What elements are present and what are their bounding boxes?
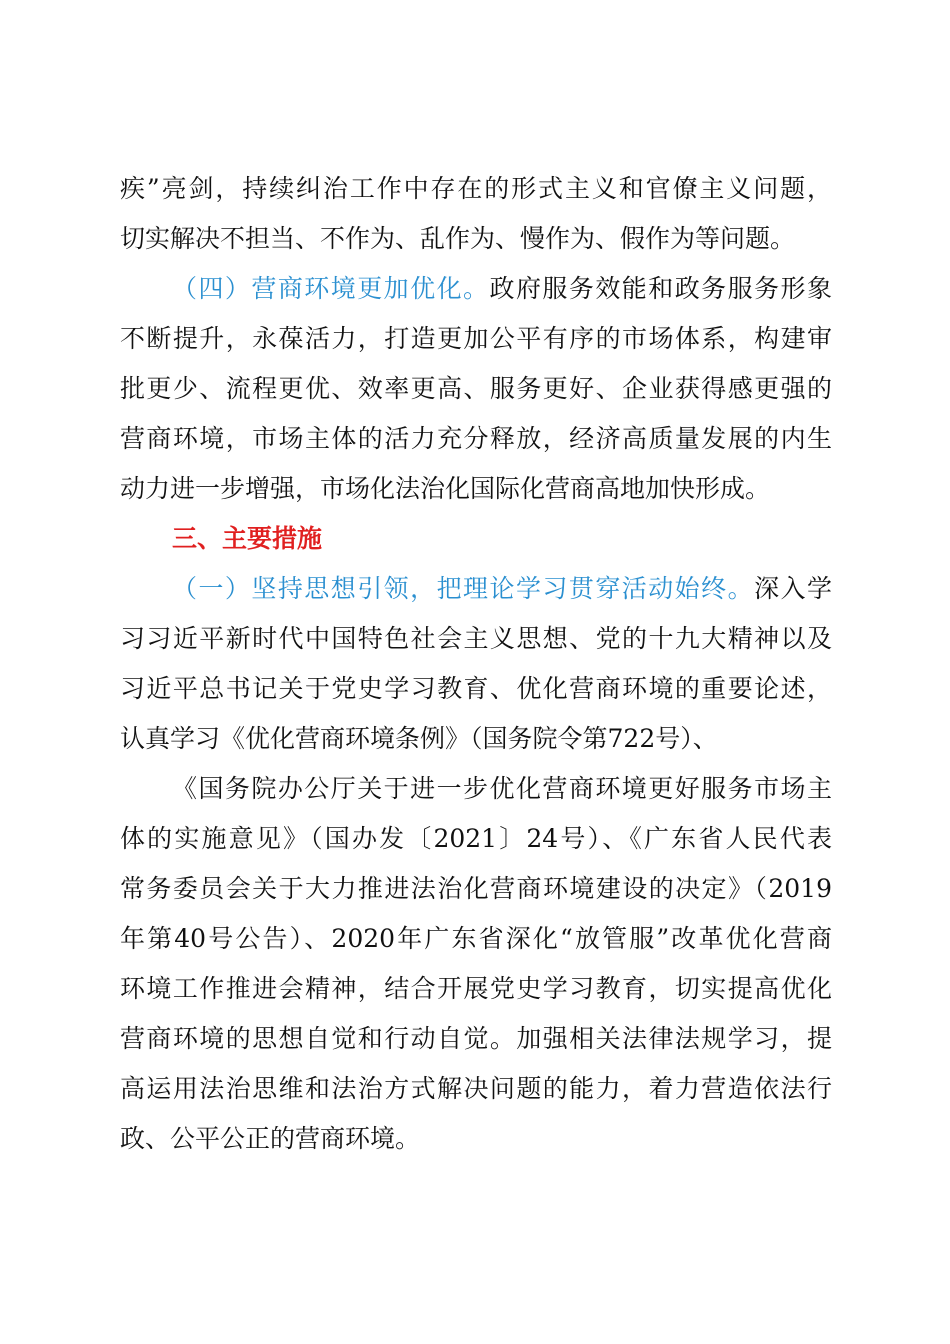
paragraph-line: 切实解决不担当、不作为、乱作为、慢作为、假作为等问题。	[120, 224, 796, 253]
paragraph-line: 环境工作推进会精神，结合开展党史学习教育，切实提高优化	[120, 974, 832, 1003]
paragraph-line: 疾”亮剑，持续纠治工作中存在的形式主义和官僚主义问题，	[120, 174, 832, 203]
paragraph-line: 《国务院办公厅关于进一步优化营商环境更好服务市场主	[172, 774, 832, 803]
section-heading: 三、主要措施	[172, 524, 323, 553]
paragraph-line: 习近平总书记关于党史学习教育、优化营商环境的重要论述，	[120, 674, 832, 703]
paragraph-line: 政、公平公正的营商环境。	[120, 1124, 421, 1153]
subheading-one: （一）坚持思想引领，把理论学习贯穿活动始终。	[172, 574, 755, 603]
paragraph-line: 营商环境，市场主体的活力充分释放，经济高质量发展的内生	[120, 424, 832, 453]
paragraph-line: 营商环境的思想自觉和行动自觉。加强相关法律法规学习，提	[120, 1024, 832, 1053]
paragraph-line: 常务委员会关于大力推进法治化营商环境建设的决定》（2019	[120, 874, 832, 903]
paragraph-line: 体的实施意见》（国办发〔2021〕24号）、《广东省人民代表	[120, 824, 832, 853]
paragraph-line: 不断提升，永葆活力，打造更加公平有序的市场体系，构建审	[120, 324, 832, 353]
paragraph-line: 习习近平新时代中国特色社会主义思想、党的十九大精神以及	[120, 624, 832, 653]
subheading-four: （四）营商环境更加优化。	[172, 274, 490, 303]
paragraph-line: 高运用法治思维和法治方式解决问题的能力，着力营造依法行	[120, 1074, 832, 1103]
paragraph-line: 年第40号公告）、2020年广东省深化“放管服”改革优化营商	[120, 924, 832, 953]
paragraph-line: （四）营商环境更加优化。政府服务效能和政务服务形象	[172, 274, 832, 303]
paragraph-line: 批更少、流程更优、效率更高、服务更好、企业获得感更强的	[120, 374, 832, 403]
paragraph-line: 认真学习《优化营商环境条例》（国务院令第722号）、	[120, 724, 718, 753]
paragraph-line: （一）坚持思想引领，把理论学习贯穿活动始终。深入学	[172, 574, 832, 603]
paragraph-line: 动力进一步增强，市场化法治化国际化营商高地加快形成。	[120, 474, 771, 503]
